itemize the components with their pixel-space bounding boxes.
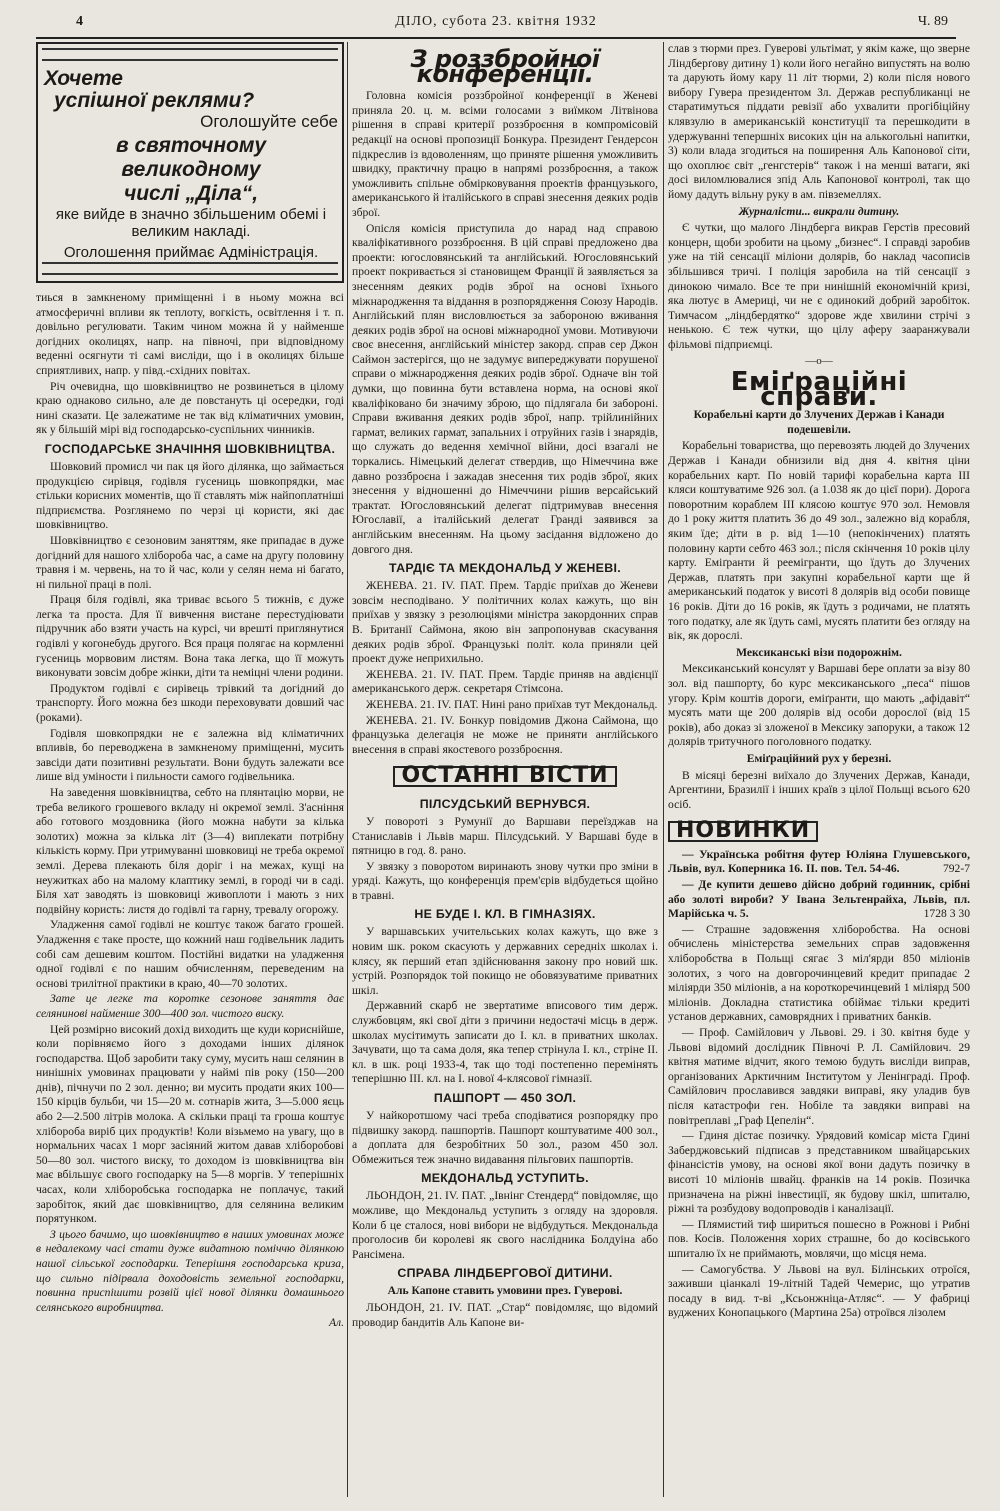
paragraph: Уладження самої годівлі не коштує також багато грошей. Уладження є таке просте, що кожний наш годівельник ладить собі сам дешевим коштом. Постійні видатки на уладження одної годівлі є по нашим обчисленням, переведеним на основі трилітної практики в краю, 40—70 золотих. xyxy=(36,918,344,990)
section-heading: ПІЛСУДСЬКИЙ ВЕРНУВСЯ. xyxy=(419,796,591,811)
paragraph: У найкоротшому часі треба сподіватися розпорядку про підвишку закорд. пашпортів. Пашпорт коштуватиме 400 зол., а доплата для безробітних 50 зол., разом 450 зол. Обмежиться теж значно видавання пільгових пашпортів. xyxy=(352,1109,658,1166)
section-heading: СПРАВА ЛІНДБЕРГОВОЇ ДИТИНИ. xyxy=(397,1266,613,1281)
ad-code: 1728 3 30 xyxy=(923,907,970,921)
latest-news-banner: ОСТАННІ ВІСТИ xyxy=(393,766,616,787)
paragraph: Годівля шовкопрядки не є залежна від кліматичних впливів, бо переводжена в замкненому приміщенні, мусить завсіди дати позитивні результати. Вони будуть залежати все лише від уміности і пильности самого годівельника. xyxy=(36,726,344,784)
ad-line: Оголошення приймає Адміністрація. xyxy=(63,244,319,261)
news-item-text: — Де купити дешево дійсно добрий годинник, срібні або золоті вироби? У Івана Зельтенрайха, Львів, пл. Марійська ч. 5. xyxy=(668,878,970,921)
ad-stripe xyxy=(42,262,338,275)
ad-line: Хочете xyxy=(44,67,123,90)
ad-stripe xyxy=(42,48,338,61)
paragraph: У звязку з поворотом виринають знову чутки про зміни в уряді. Кажуть, що конференція прем'єрів відбудеться щойно в травні. xyxy=(352,859,658,902)
news-banner: НОВИНКИ xyxy=(668,821,818,842)
news-item: — Страшне задовження хліборобства. На основі обчислень міністерства земельних справ задовження хліборобства в Польщі сягає 3 міл'ярди 850 міліонів золотих, з чого на довгорочинцевий кредит припадає 2 міліярди 350 міліонів, а на короткоречинцевий 1 міліярд 500 міліонів. Докладна статистика обіймає тільки кредиті установ державних, самоврядних і приватних банків. xyxy=(668,922,970,1024)
news-item-text: — Українська робітня футер Юліяна Глушевського, Львів, вул. Коперника 16. II. пов. Тел. 54-46. xyxy=(668,847,970,876)
subheading: Журналісти... викрали дитину. xyxy=(738,204,900,218)
section-heading: НЕ БУДЕ І. КЛ. В ГІМНАЗІЯХ. xyxy=(414,907,596,922)
paragraph: ЛЬОНДОН, 21. IV. ПАТ. „Івнінг Стендерд“ повідомляє, що можливе, що Мекдональд уступить з огляду на здоровля. Коли б це сталося, нові вибори не відбудуться. Мекдональда проголосив би королеві як свого наслідника Болдуіна або Рансімена. xyxy=(352,1189,658,1261)
paragraph: ЛЬОНДОН, 21. IV. ПАТ. „Стар“ повідомляє, що відомий проводир бандитів Аль Капоне ви- xyxy=(352,1300,658,1329)
news-box-wrap xyxy=(668,813,970,848)
ad-line: числі „Діла“, xyxy=(123,182,259,205)
ad-line: в святочному великодному xyxy=(115,134,267,181)
page-number: 4 xyxy=(76,14,83,29)
subheading: Корабельні карти до Злучених Держав і Канади подешевіли. xyxy=(693,408,945,436)
masthead: ДІЛО, субота 23. квітня 1932 xyxy=(395,14,597,29)
advertisement-box xyxy=(36,42,344,283)
paragraph: Шовківництво є сезоновим заняттям, яке припадає в дуже догідний для нашого хліборобa час, а саме на другу половину травня і м. червень, на то й час, коли у селян нема ні багато, ні пильної праці в полі. xyxy=(36,533,344,591)
section-heading: ГОСПОДАРСЬКЕ ЗНАЧІННЯ ШОВКІВНИЦТВА. xyxy=(44,441,336,456)
signature: Ал. xyxy=(328,1316,344,1330)
paragraph: Є чутки, що малого Ліндберга викрав Герстів пресовий концерн, щоби зробити на цьому „бизнес“. І справді заробив уже на тій сенсації міліони долярів, бо наклад часописів збільшився тричі. І поліція заробила на тій сенсації з динокою чимало. Все те при нинішній економічній кризі, яка лютує в Америці, чи не є одинокий добрий заробіток. Тимчасом „ліндбердятко“ здорове жде хвилини стрічі з ненькою. Є теж чутки, що цілу аферу зааранжували фільмові підприємці. xyxy=(668,221,970,351)
paragraph: Цей розмірно високий дохід виходить ще куди кориснійше, коли порівняємо його з доходами інших ділянок господарства. Щоб заробити таку суму, мусить наш селянин в нинішніх умовинах працювати у наймі пів року (150—200 днів), пічнучи по 2 зол. денно; ви мусить продати яких 100—150 кірців бульби, чи 15—20 м. сотнарів жита, 3—5.000 яєць або 2—2.500 літрів молока. А скільки праці та гроша коштує хлібороба вирiб цих продуктів! Коли візьмемо на увагу, що в нормальних часах 1 морг засіяний житом давав хліборобові 50—80 зол. чистого виску, то доходом із шовківництва він має вбільшує свого господарку на 5—8 моргів. У теперішніх часах, коли хліборобська господарка не поплачує, такий заробіток, який дає шовківництво, для селянина великим порятунком. xyxy=(36,1022,344,1226)
paragraph: В місяці березні виїхало до Злучених Держав, Канади, Аргентини, Бразилії і інших країв з цілої Польщі всього 620 осіб. xyxy=(668,768,970,811)
section-heading: МЕКДОНАЛЬД УСТУПИТЬ. xyxy=(421,1171,589,1186)
paragraph: слав з тюрми през. Гуверові ультімат, у якім каже, що зверне Ліндберґову дитину 1) коли його негайно випустять на волю та дарують йому кару 11 літ тюрми, 2) коли після нового вибору Гувера президентом Зл. Держав республиканці не старатимуться піддати ревізії або ухвалити прогібіційну клявзулю в американській конституції та перешкодити в удержуванні тепершніх високих цін на алькогольні напитки, 3) коли влада згодиться на поширення Аль Капонової сіти, що охоплює світ „генгстерів“ також і на менші ватаги, які досі виломлювалися зпід Аль Капонової контролі, так що йому дадуть вільну руку в ам. півземеллях. xyxy=(668,42,970,201)
paragraph: ЖЕНЕВА. 21. IV. ПАТ. Нині рано приїхав тут Мекдональд. xyxy=(366,697,658,711)
paragraph: ЖЕНЕВА. 21. IV. ПАТ. Прем. Тардіє приїхав до Женеви зовсім несподівано. У політичних колах кажуть, що він приїхав у звязку з резолюціями міністра закордонних справ В. Британії Саймона, якою він запропонував скасування деяких родів зброї. Французькі політ. кола приняли цей проект дуже неприхильно. xyxy=(352,579,658,666)
page-header xyxy=(36,14,956,36)
paragraph: ЖЕНЕВА. 21. IV. Бонкур повідомив Джона Саймона, що французька делегація не може не приняти англійського внесення в справі якостевого роззброєння. xyxy=(352,713,658,756)
ad-line: успішної реклями? xyxy=(54,89,255,112)
column-1 xyxy=(36,42,344,1502)
column-3 xyxy=(668,42,970,1502)
paragraph: З цього бачимо, що шовківництво в наших умовинах може в недалекому часі стати дуже видатною поміччю ділянкою нашої сільської господарки. Теперішня господарська криза, що сильно підірвала доходовість земельної господарки, повинна приспішити розвій цієї нової ділянки домашнього селянського виробництва. xyxy=(36,1227,344,1314)
paragraph: ЖЕНЕВА. 21. IV. ПАТ. Прем. Тардіє приняв на авдієнції американського держ. секретаря Стімсона. xyxy=(352,667,658,696)
news-box-wrap xyxy=(352,758,658,793)
section-heading: ПАШПОРТ — 450 ЗОЛ. xyxy=(433,1091,577,1105)
paragraph: Мексиканський консулят у Варшаві бере оплати за візу 80 зол. від пашпорту, бо курс мексиканського „песа“ пішов угору. Крім коштів дороги, еміґранти, що мають „афідавіт“ мусять мати ще 200 долярів від особи дорослої (від 15 років), або доказ зі зложеної в Мексику запоруки, а також 12 долярів тритучного поголовного податку. xyxy=(668,662,970,749)
paragraph: Зате це легке та коротке сезонове заняття дає селянинові найменше 300—400 зол. чистого виску. xyxy=(36,992,344,1020)
paragraph: Державний скарб не звертатиме вписового тим держ. службовцям, які свої діти з причини недостачі місць в держ. школах мусітимуть записати до I. кл. в приватних школах. Зачувати, що та сама доля, яка тепер стрінула I. кл., стріне II. кл. в шк. році 1933-4, так що тоді постепенно перемінять теперішню III. кл. на I. нової 4-клясової гімназії. xyxy=(352,999,658,1086)
paragraph: У варшавських учительських колах кажуть, що вже з новим шк. роком скасують у державних середніх школах і. клясу, як перший етап здійснювання закону про новий шк. устрій. Розпорядок той покищо не обовязуватиме приватних шкіл. xyxy=(352,925,658,997)
news-item: — Гдиня дістає позичку. Урядовий комісар міста Гдині Заберджовський підписав з представником швайцарських фінансістів умову, на основі якої вони дадуть позичку в висоті 10 міліонів швайц. франків на 14 років. Позичка призначена на ріжні інвестиції, як будову шкіл, шпиталю, ріжні та розбудову водопроводів і каналізації. xyxy=(668,1129,970,1216)
column-rule xyxy=(663,42,664,1497)
paragraph: У повороті з Румунії до Варшави переїзджав на Станиславів і Львів марш. Пілсудський. У Варшаві буде в пятницю в год. 8. рано. xyxy=(352,814,658,858)
news-item xyxy=(668,848,970,877)
article-title: Еміґраційні справи. xyxy=(730,367,908,412)
paragraph: тиься в замкненому приміщенні і в ньому можна всі атмосферичні впливи як теплоту, вогкість, освітлення і т. п. довільно регулювати. Таким чином можна й у найменше догідних околицях, напр. на півночі, при відповідному веденні осягнути ті самі висліди, що і в околицях більше сприятливих, напр. у півд.-східних повітах. xyxy=(36,291,344,377)
news-item xyxy=(668,878,970,922)
column-rule xyxy=(347,42,348,1497)
paragraph: Головна комісія роззбройної конференції в Женеві приняла 20. ц. м. всіми голосами з виїмком Літвінова рішення в справі критерії роззброєння в компромісовій редакції на основі пропозиції Бонкура. Президент Гендерсон підкреслив із вдоволенням, що приняте рішення уможливить швидку, практичну працю в напрямі роззброєння, а також уможливить спільне обмірковування проектів французького, американського й італійського в справі знесення деяких родів зброї. xyxy=(352,89,658,219)
ad-line: Оголошуйте себе xyxy=(200,112,338,131)
separator: —о— xyxy=(805,355,833,368)
news-item: — Проф. Самійлович у Львові. 29. і 30. квітня буде у Львові відомий дослідник Півночі Р. Л. Самійлович. 29 квітня матиме відчит, якого темою будуть висліди виправ, організованих Арктичним Інститутом у Ленінграді. Проф. Самійлович прославився завдяки виправі, яку уладив був після катастрофи ген. Нобіле та завдяки виправі на повітреплаві „Граф Цепелін“. xyxy=(668,1026,970,1127)
issue-number: Ч. 89 xyxy=(917,14,948,29)
paragraph: Шовковий промисл чи пак ця його ділянка, що займається продукцією сирівця, годівля гусениць шовкопрядки, має стільки корисних моментів, що її ставлять між найпоплатніші підприємства. Розглянемо по черзі ці користи, які дає шовківництво. xyxy=(36,459,344,532)
paragraph: Опісля комісія приступила до нарад над справою кваліфікативного роззброєння. В цій справі предложено два проекти: югословянський та англійський. Югословянський проект покривається зі становищем Франції й заявляється за знесенням деяких родів зброї на основі їхнього міжнародження та віддання в розпорядження Союзу Народів. Англійський плян висловлюється за забороною вживання деяких родів зброї на основі міжнародної умови. Мотивуючи своє внесення, англійський міністер закорд. справ сер Джон Саймон застерігся, що не задумує випереджувати порушеної справи о міжнародження деяких родів зброї. Одначе він той думки, що повинна бути вставлена норма, на основі якої кваліфіковано би значиму зброю, що підлягала би забороні. Справи вживання деяких родів зброї, напр. трійлинійних гармат, великих гармат, запальних і отруйних газів і знарядів, що служать до ведення хемічної війни, досі взагалі не торкались. Німецький делегат ствердив, що Німеччина вже давно роззброєна і зажадав знесення тих родів зброї, яких знесення у відношенні до Німеччини рішив версайський трактат. Югословянський делегат підтримував внесення Югославії, а італійський делегат Гранді заявився за англійським внесенням. На цьому засідання відложено до довгого дня. xyxy=(352,221,658,556)
paragraph: Корабельні товариства, що перевозять людей до Злучених Держав і Канади обнизили від дня 4. квітня ціни корабельних карт. По новій тарифі корабельна карта ІІІ кляси коштуватиме 926 зол. (а 1.038 як до цієї пори). Дорога поворотним кораблем III клясою коштує 970 зол. Немовля до 1 року життя платить 36 до 49 зол., залежно від корабля, яким їде; діти в р. від 1—10 (непокінчених) платять половину карти себто 463 зол.; після скінчення 10 років цілу карту. Еміґранти й реемігранти, що їдуть до Злучених Держав, платять при закупні корабельної карти ще й американський податок у висоті 8 долярів від особи повище 16 років. Діти до 16 років, як їдуть з родичами, не платять того податку, але як їдуть самі, мусять платити без огляду на вік, як дорослі. xyxy=(668,439,970,643)
header-rule xyxy=(36,37,956,39)
subheading: Мексиканські візи подорожнім. xyxy=(736,645,902,659)
section-heading: ТАРДІЄ ТА МЕКДОНАЛЬД У ЖЕНЕВІ. xyxy=(389,561,621,576)
paragraph: Річ очевидна, що шовківництво не розвинеться в цілому краю однаково сильно, але де повстануть ці осередки, годі нині сказати. Це залежатиме не так від кліматичних умовин, як у більшій мірі від господарсько-суспільних чинників. xyxy=(36,379,344,437)
column-2 xyxy=(352,42,658,1502)
paragraph: На заведення шовківництва, себто на плянтацію морви, не треба великого грошевого вкладу ні окремої землі. З'асніння або готового моздовника (його можна набути за кілька золотих) можна за кілька літ (3—4) виплекати потрібну кількість корму. При утримуванні шовковиці не треба окремої землі. Дерева плекають біля доріг і на межах, кущі на неужитках або на малому клаптику землі, в городі чи в саді. Біля хат заводять із шовковиці живоплоти і мають з них подвійну користь: листя до годівлі та гарну, тревалу огорожу. xyxy=(36,786,344,916)
news-item: — Плямистий тиф шириться пошесно в Рожнові і Рибні пов. Косів. Положення хорих страшне, бо до косівського шпиталю їх не приймають, мовлячи, що місця нема. xyxy=(668,1217,970,1260)
ad-code: 792-7 xyxy=(942,862,970,876)
paragraph: Праця біля годівлі, яка триває всього 5 тижнів, є дуже легка та проста. Для її вивчення вистане перестудіювати підручник або взяти участь на курсі, чи врешті приглянутися годівлі у когонебудь другого. Вся праця полягає на кормленні гусениць морвовим листям. Вона така легка, що її можуть виконувати зовсім добре жінки, діти та неміцні члени родини. xyxy=(36,593,344,680)
subheading: Еміґраційний рух у березні. xyxy=(746,751,892,765)
news-item: — Самогубства. У Львові на вул. Білінських отроїся, заживши ціанкалі 19-літній Тадей Чемерис, що утратив посаду в вид. т-ві „Ксьонжніца-Атляс“. — У фабриці вуджених Конопацького (Мартина 25а) отроївся лізолем xyxy=(668,1262,970,1320)
paragraph: Продуктом годівлі є сирівець трівкий та догідний до транспорту. Його можна без шкоди переховувати довший час (роками). xyxy=(36,681,344,725)
ad-line: яке вийде в значно збільшеним обемі і великим накладі. xyxy=(55,206,327,240)
article-title: З роззбройної конференції. xyxy=(410,45,600,88)
subheading: Аль Капоне ставить умовини през. Гуверові. xyxy=(387,1284,623,1298)
